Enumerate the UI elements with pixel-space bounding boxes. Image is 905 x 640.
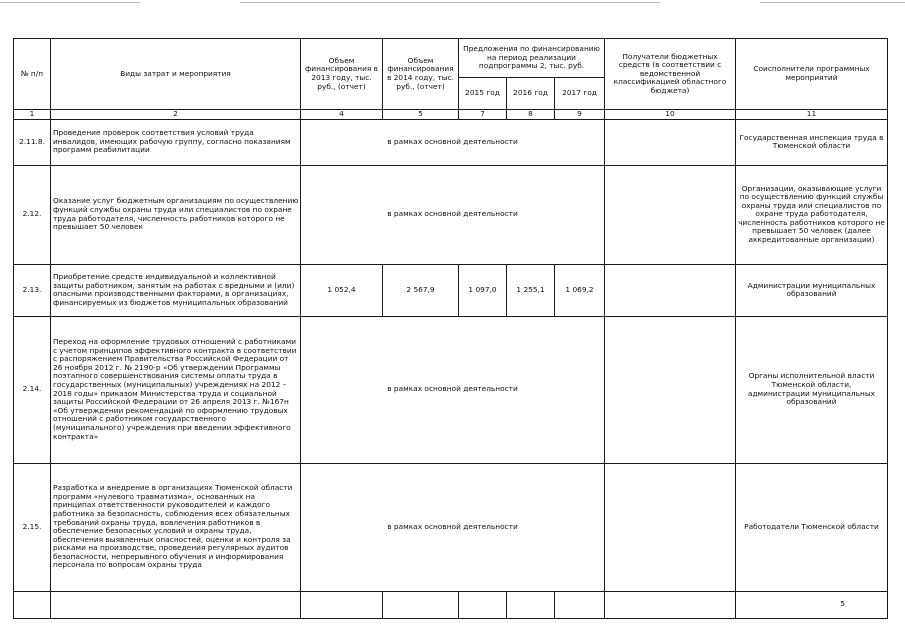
row-coexec: Организации, оказывающие услуги по осуществлению функций службы охраны труда или специалистов по охране труда работодателя, численность работников которого не превышает 50 человек (далее аккредитованные организации) — [736, 165, 888, 264]
row-text: Приобретение средств индивидуальной и коллективной защиты работником, занятым на работах с вредными и (или) опасными производственными факторами, в организациях, финансируемых из бюджетов муниципальных образований — [51, 264, 301, 316]
row-coexec: Администрации муниципальных образований — [736, 264, 888, 316]
row-span-note: в рамках основной деятельности — [301, 316, 605, 463]
col-number: 1 — [14, 110, 51, 120]
col-number: 8 — [507, 110, 555, 120]
table-row — [14, 463, 888, 591]
row-value-2014: 2 567,9 — [383, 264, 459, 316]
table-row — [14, 264, 888, 316]
row-recipients — [605, 463, 736, 591]
row-value-2017: 1 069,2 — [555, 264, 605, 316]
col-number: 4 — [301, 110, 383, 120]
row-recipients — [605, 119, 736, 165]
row-num: 2.14. — [14, 316, 51, 463]
header-row — [14, 39, 888, 78]
header-year-2017: 2017 год — [555, 78, 605, 110]
row-recipients — [605, 165, 736, 264]
header-proposals: Предложения по финансированию на период реализации подпрограммы 2, тыс. руб. — [459, 39, 605, 78]
empty-cell — [383, 591, 459, 618]
header-num: № п/п — [14, 39, 51, 110]
col-number: 11 — [736, 110, 888, 120]
row-value-2015: 1 097,0 — [459, 264, 507, 316]
header-coexec: Соисполнители программных мероприятий — [736, 39, 888, 110]
empty-cell — [459, 591, 507, 618]
scan-artifact — [240, 2, 660, 3]
header-recipients: Получатели бюджетных средств (в соответствии с ведомственной классификацией областного бюджета) — [605, 39, 736, 110]
row-text: Проведение проверок соответствия условий труда инвалидов, имеющих рабочую группу, согласно показаниям программ реабилитации — [51, 119, 301, 165]
scan-artifact — [760, 2, 905, 3]
empty-cell — [507, 591, 555, 618]
col-number: 9 — [555, 110, 605, 120]
empty-cell — [14, 591, 51, 618]
col-number: 5 — [383, 110, 459, 120]
row-coexec: Государственная инспекция труда в Тюменской области — [736, 119, 888, 165]
row-num: 2.13. — [14, 264, 51, 316]
row-num: 2.11.8. — [14, 119, 51, 165]
header-year-2016: 2016 год — [507, 78, 555, 110]
row-value-2013: 1 052,4 — [301, 264, 383, 316]
header-vol-2013: Объем финансирования в 2013 году, тыс. руб., (отчет) — [301, 39, 383, 110]
table-row — [14, 119, 888, 165]
row-num: 2.12. — [14, 165, 51, 264]
scan-artifact — [0, 2, 140, 3]
table-row — [14, 165, 888, 264]
table-row — [14, 316, 888, 463]
col-number: 10 — [605, 110, 736, 120]
row-text: Разработка и внедрение в организациях Тюменской области программ «нулевого травматизма», основанных на принципах ответственности руководителей и каждого работника за безопасность, соблюдения всех обязательных требований охраны труда, вовлечения работников в обеспечение безопасных условий и охраны труда, обеспечения выявленных опасностей, оценки и контроля за рисками на производстве, проведения регулярных аудитов безопасности, непрерывного обучения и информирования персонала по вопросам охраны труда — [51, 463, 301, 591]
row-text: Оказание услуг бюджетным организациям по осуществлению функций службы охраны труда или специалистов по охране труда работодателя, численность работников которого не превышает 50 человек — [51, 165, 301, 264]
col-number: 2 — [51, 110, 301, 120]
row-span-note: в рамках основной деятельности — [301, 165, 605, 264]
empty-cell — [555, 591, 605, 618]
row-value-2016: 1 255,1 — [507, 264, 555, 316]
row-num: 2.15. — [14, 463, 51, 591]
financing-table — [13, 38, 888, 619]
row-coexec: Органы исполнительной власти Тюменской области, администрации муниципальных образований — [736, 316, 888, 463]
column-numbers-row — [14, 110, 888, 120]
row-span-note: в рамках основной деятельности — [301, 463, 605, 591]
row-span-note: в рамках основной деятельности — [301, 119, 605, 165]
header-year-2015: 2015 год — [459, 78, 507, 110]
table-row-empty — [14, 591, 888, 618]
header-vol-2014: Объем финансирования в 2014 году, тыс. руб., (отчет) — [383, 39, 459, 110]
header-types: Виды затрат и мероприятия — [51, 39, 301, 110]
empty-cell — [301, 591, 383, 618]
row-text: Переход на оформление трудовых отношений с работниками с учетом принципов эффективного контракта в соответствии с распоряжением Правительства Российской Федерации от 26 ноября 2012 г. № 2190-р «Об утверждении Программы поэтапного совершенствования системы оплаты труда в государственных (муниципальных) учреждениях на 2012 – 2018 годы» приказом Министерства труда и социальной защиты Российской Федерации от 26 апреля 2013 г. №167н «Об утверждении рекомендаций по оформлению трудовых отношений с работником государственного (муниципального) учреждения при введении эффективного контракта» — [51, 316, 301, 463]
bottom-rule — [0, 628, 905, 629]
empty-cell — [605, 591, 736, 618]
row-coexec: Работодатели Тюменской области — [736, 463, 888, 591]
col-number: 7 — [459, 110, 507, 120]
row-recipients — [605, 316, 736, 463]
page-number: 5 — [736, 591, 888, 618]
empty-cell — [51, 591, 301, 618]
row-recipients — [605, 264, 736, 316]
